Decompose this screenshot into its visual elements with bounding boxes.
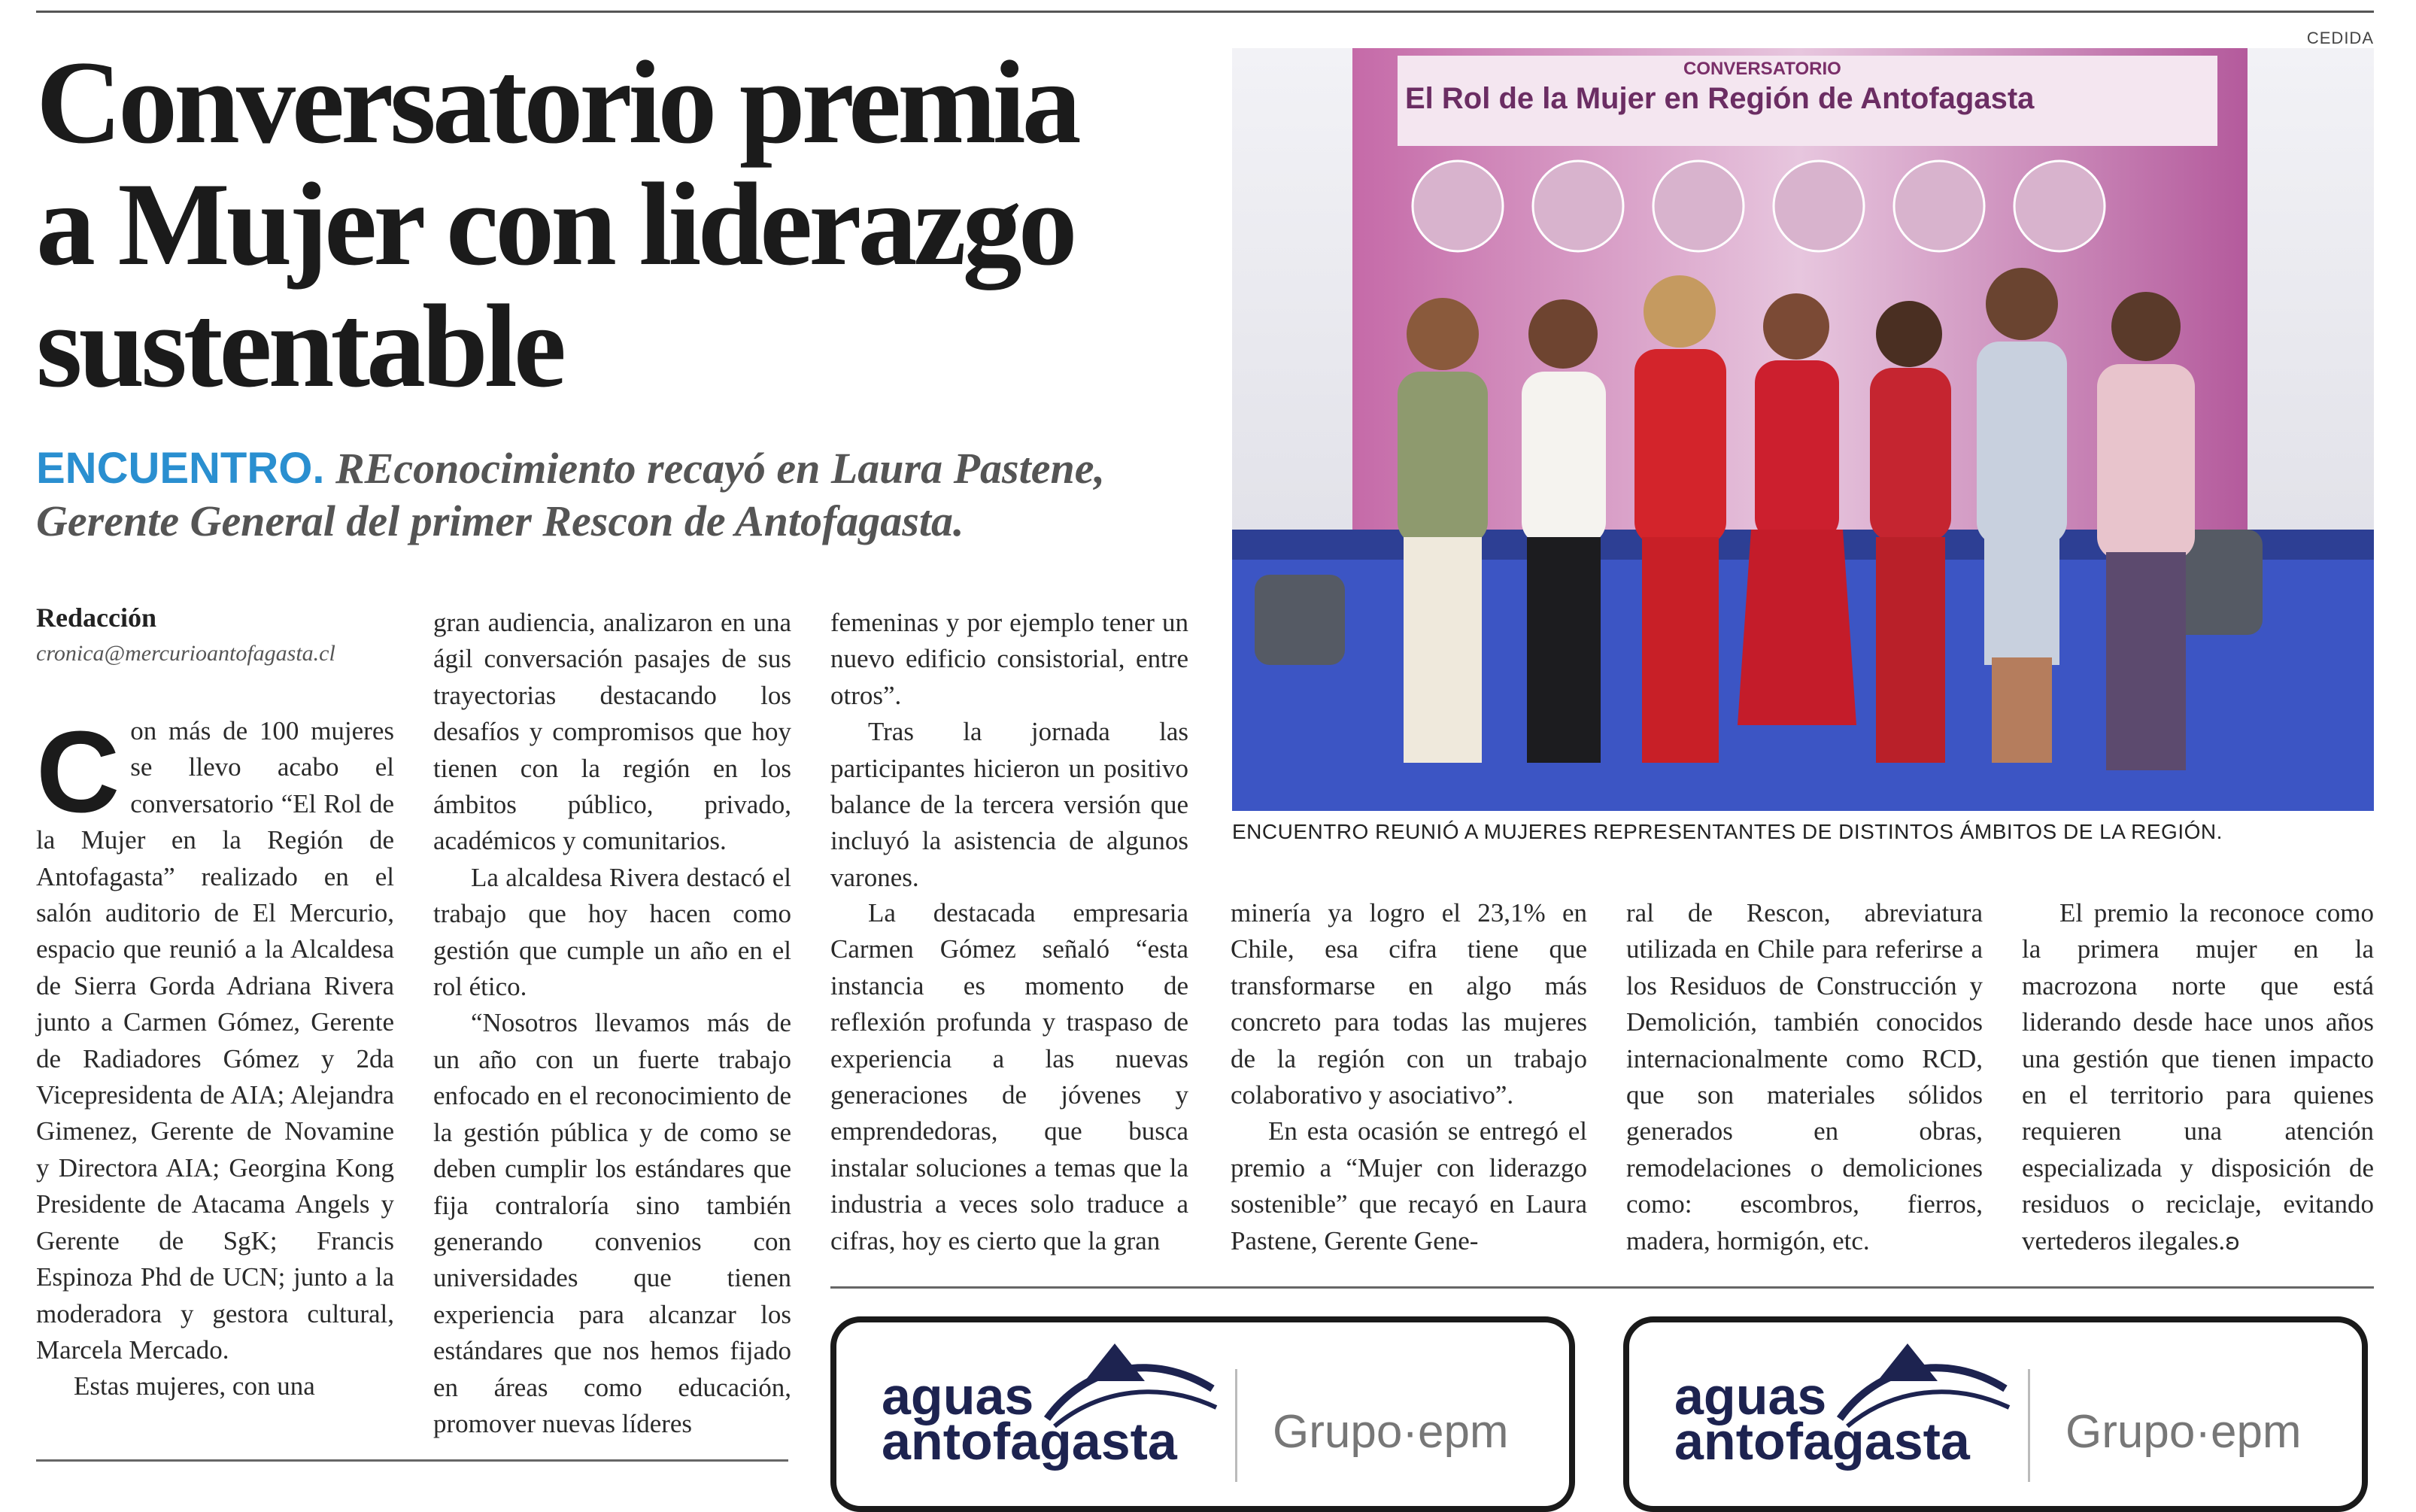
advertisement-aguas-antofagasta-1[interactable] xyxy=(830,1316,1575,1512)
ad-brand xyxy=(882,1367,1177,1471)
article-column-6 xyxy=(2022,895,2374,1261)
article-paragraph-5: Tras la jornada las participantes hicieron un positivo balance de la tercera versión que incluyó la asistencia de algunos varones. xyxy=(830,717,1188,892)
article-paragraph-4: “Nosotros llevamos más de un año con un fuerte trabajo enfocado en el reconocimiento de la gestión pública y de como se deben cumplir los estándares que fija contraloría sino también generando convenios con universidades que tienen experiencia para alcanzar los estándares que nos hemos fijado en áreas como educación, promover nuevas líderes xyxy=(433,1008,791,1438)
article-paragraph-2-start: Estas mujeres, con una xyxy=(74,1371,315,1401)
ad-brand-line-1: aguas xyxy=(882,1367,1034,1425)
article-paragraph-1: on más de 100 mujeres se llevo acabo el conversatorio “El Rol de la Mujer en la Región de Antofagasta” realizado en el salón auditorio de El Mercurio, espacio que reunió a la Alcaldesa de Sierra Gorda Adriana Rivera junto a Carmen Gómez, Gerente de Radiadores Gómez y 2da Vicepresidenta de AIA; Alejandra Gimenez, Gerente de Novamine y Directora AIA; Georgina Kong Presidente de Atacama Angels y Gerente de SgK; Francis Espinoza Phd de UCN; junto a la moderadora y gestora cultural, Marcela Mercado. xyxy=(36,716,394,1365)
article-paragraph-2-cont: gran audiencia, analizaron en una ágil conversación pasajes de sus trayectorias destacando los desafíos y compromisos que hoy tienen con la región en los ámbitos público, privado, académicos y comunitarios. xyxy=(433,608,791,856)
section-rule xyxy=(830,1286,2374,1289)
byline-email: cronica@mercurioantofagasta.cl xyxy=(36,641,335,666)
photo-credit: CEDIDA xyxy=(2306,29,2374,47)
ad-group-name: Grupo·epm xyxy=(1273,1406,1509,1458)
drop-cap: C xyxy=(36,707,120,836)
article-paragraph-4-cont: femeninas y por ejemplo tener un nuevo edificio consistorial, entre otros”. xyxy=(830,608,1188,710)
ad-brand-line-2: antofagasta xyxy=(1674,1412,1970,1471)
article-column-2 xyxy=(433,605,791,1438)
article-column-4 xyxy=(1231,895,1587,1259)
subheadline xyxy=(36,442,1179,548)
article-paragraph-8: El premio la reconoce como la primera mujer en la macrozona norte que está liderando desde hace unos años una gestión que tienen impacto en el territorio para quienes requieren una atención especializada y disposición de residuos o reciclaje, evitando vertederos ilegales. xyxy=(2022,898,2374,1255)
subhead-line-2: Gerente General del primer Rescon de Antofagasta. xyxy=(36,496,964,545)
headline-line-1: Conversatorio premia xyxy=(36,37,1078,169)
byline xyxy=(36,602,397,666)
article-paragraph-7: En esta ocasión se entregó el premio a “Mujer con liderazgo sostenible” que recayó en Laura Pastene, Gerente Gene- xyxy=(1231,1116,1587,1255)
photo-caption: ENCUENTRO REUNIÓ A MUJERES REPRESENTANTES DE DISTINTOS ÁMBITOS DE LA REGIÓN. xyxy=(1232,820,2223,843)
event-photo-illustration xyxy=(1232,48,2374,811)
event-photo xyxy=(1232,48,2374,811)
ad-brand-line-2: antofagasta xyxy=(882,1412,1177,1471)
article-column-5 xyxy=(1626,895,1983,1259)
article-paragraph-3: La alcaldesa Rivera destacó el trabajo que hoy hacen como gestión que cumple un año en el rol ético. xyxy=(433,862,791,1002)
ad-group-name: Grupo·epm xyxy=(2065,1406,2302,1458)
top-rule xyxy=(36,11,2374,13)
article-column-3 xyxy=(830,605,1188,896)
headline-line-3: sustentable xyxy=(36,281,563,412)
article-column-1 xyxy=(36,707,394,1435)
article-column-3-lower xyxy=(830,895,1188,1259)
subhead-line-1: REconocimiento recayó en Laura Pastene, xyxy=(335,444,1105,493)
banner-title-text: El Rol de la Mujer en Región de Antofagasta xyxy=(1405,82,2035,115)
article-paragraph-6: La destacada empresaria Carmen Gómez señaló “esta instancia es momento de reflexión profunda y traspaso de experiencia a las nuevas generaciones de jóvenes y emprendedoras, que busca instalar soluciones a temas que la industria a veces solo traduce a cifras, hoy es cierto que la gran xyxy=(830,898,1188,1255)
kicker: ENCUENTRO. xyxy=(36,444,325,493)
column-bottom-rule xyxy=(36,1459,788,1462)
article-paragraph-6-cont: minería ya logro el 23,1% en Chile, esa cifra tiene que transformarse en algo más concreto para todas las mujeres de la región con un trabajo colaborativo y asociativo”. xyxy=(1231,898,1587,1110)
article-paragraph-7-cont: ral de Rescon, abreviatura utilizada en Chile para referirse a los Residuos de Construcción y Demolición, también conocidos internacionalmente como RCD, que son materiales sólidos generados en obras, remodelaciones o demoliciones como: escombros, fierros, madera, hormigón, etc. xyxy=(1626,898,1983,1255)
byline-author: Redacción xyxy=(36,603,156,633)
end-mark-icon: ʚ xyxy=(2225,1228,2241,1255)
banner-top-text: CONVERSATORIO xyxy=(1683,59,1841,79)
headline xyxy=(36,37,1210,412)
ad-brand-line-1: aguas xyxy=(1674,1367,1827,1425)
headline-line-2: a Mujer con liderazgo xyxy=(36,159,1074,290)
advertisement-aguas-antofagasta-2[interactable] xyxy=(1623,1316,2368,1512)
ad-brand xyxy=(1674,1367,1970,1471)
